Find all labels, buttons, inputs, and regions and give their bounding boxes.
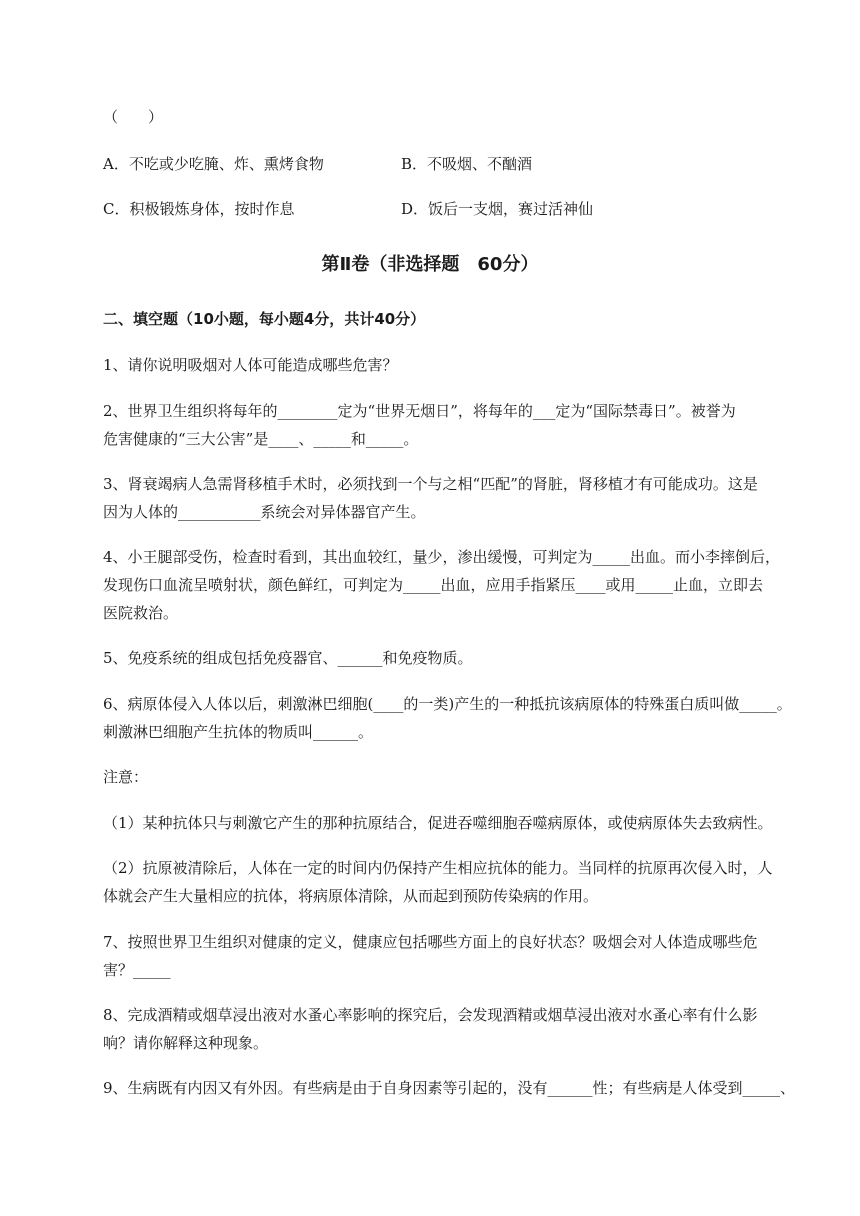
question-2-line-2: 危害健康的“三大公害”是____、_____和_____。 [103, 430, 419, 448]
question-9-line-1: 9、生病既有内因又有外因。有些病是由于自身因素等引起的，没有______性；有些病是人体受到_____、 [103, 1079, 796, 1097]
question-4-line-2: 发现伤口血流呈喷射状，颜色鲜红，可判定为_____出血，应用手指紧压____或用_____止血，立即去 [103, 576, 764, 594]
note-1: （1）某种抗体只与刺激它产生的那种抗原结合，促进吞噬细胞吞噬病原体，或使病原体失去致病性。 [103, 814, 773, 832]
note-heading: 注意： [103, 768, 149, 786]
question-8-line-1: 8、完成酒精或烟草浸出液对水蚤心率影响的探究后，会发现酒精或烟草浸出液对水蚤心率有什么影 [103, 1006, 758, 1024]
option-b: B．不吸烟、不酗酒 [401, 155, 533, 173]
option-d: D．饭后一支烟，赛过活神仙 [401, 200, 594, 218]
question-7-line-2: 害？_____ [103, 961, 171, 979]
subsection-title: 二、填空题（10小题，每小题4分，共计40分） [103, 310, 426, 328]
question-2-line-1: 2、世界卫生组织将每年的________定为“世界无烟日”，将每年的___定为“国际禁毒日”。被誉为 [103, 402, 736, 420]
question-7-line-1: 7、按照世界卫生组织对健康的定义，健康应包括哪些方面上的良好状态？吸烟会对人体造成哪些危 [103, 933, 758, 951]
question-8-line-2: 响？请你解释这种现象。 [103, 1034, 269, 1052]
question-3-line-1: 3、肾衰竭病人急需肾移植手术时，必须找到一个与之相“匹配”的肾脏，肾移植才有可能成功。这是 [103, 475, 758, 493]
note-2-line-2: 体就会产生大量相应的抗体，将病原体清除，从而起到预防传染病的作用。 [103, 887, 599, 905]
question-6-line-2: 刺激淋巴细胞产生抗体的物质叫______。 [103, 723, 374, 741]
section-title: 第Ⅱ卷（非选择题 60分） [321, 254, 539, 275]
note-2-line-1: （2）抗原被清除后，人体在一定的时间内仍保持产生相应抗体的能力。当同样的抗原再次侵入时，人 [103, 859, 773, 877]
option-c: C．积极锻炼身体，按时作息 [103, 200, 295, 218]
question-1: 1、请你说明吸烟对人体可能造成哪些危害？ [103, 356, 398, 374]
option-a: A．不吃或少吃腌、炸、熏烤食物 [103, 155, 324, 173]
question-5: 5、免疫系统的组成包括免疫器官、______和免疫物质。 [103, 649, 473, 667]
question-6-line-1: 6、病原体侵入人体以后，刺激淋巴细胞(____的一类)产生的一种抵抗该病原体的特殊蛋白质叫做_____。 [103, 695, 792, 713]
answer-paren: （ ） [103, 108, 164, 126]
question-4-line-1: 4、小王腿部受伤，检查时看到，其出血较红，量少，渗出缓慢，可判定为_____出血。而小李摔倒后， [103, 548, 781, 566]
question-4-line-3: 医院救治。 [103, 604, 179, 622]
question-3-line-2: 因为人体的___________系统会对异体器官产生。 [103, 503, 426, 521]
